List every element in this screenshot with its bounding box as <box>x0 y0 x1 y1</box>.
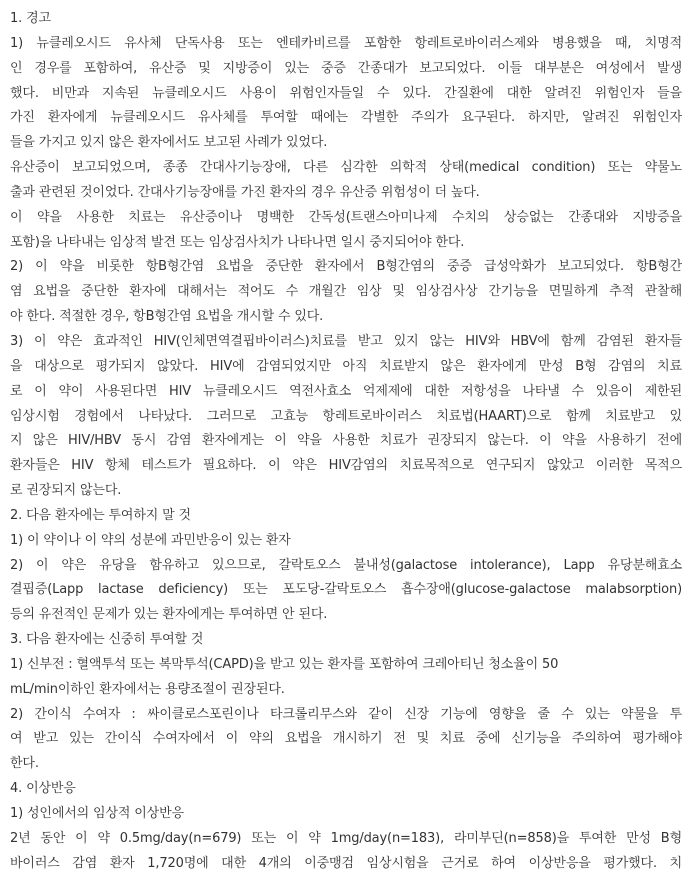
text-line: 지 않은 HIV/HBV 동시 감염 환자에게는 이 약을 사용한 치료가 권장되지 않는다. 이 약을 사용하기 전에 <box>10 433 682 449</box>
text-line: 들을 가지고 있지 않은 환자에서도 보고된 사례가 있었다. <box>10 135 328 151</box>
text-line: 등의 유전적인 문제가 있는 환자에게는 투여하면 안 된다. <box>10 607 328 623</box>
text-line: 결핍증(Lapp lactase deficiency) 또는 포도당-갈락토오스 흡수장애(glucose-galactose malabsorption) <box>10 582 682 598</box>
text-line: 임상시험 경험에서 나타났다. 그러므로 고효능 항레트로바이러스 치료법(HAART)으로 함께 치료받고 있 <box>10 408 682 424</box>
text-line: 여 받고 있는 간이식 수여자에서 이 약의 요법을 개시하기 전 및 치료 중에 신기능을 주의하여 평가해야 <box>10 731 682 747</box>
text-line: 3) 이 약은 효과적인 HIV(인체면역결핍바이러스)치료를 받고 있지 않는 HIV와 HBV에 함께 감염된 환자들 <box>10 333 682 349</box>
text-line: 로 권장되지 않는다. <box>10 483 122 499</box>
text-line: 4. 이상반응 <box>10 781 76 797</box>
text-line: 출과 관련된 것이었다. 간대사기능장애를 가진 환자의 경우 유산증 위험성이 더 높다. <box>10 184 480 200</box>
text-line: 포함)을 나타내는 임상적 발견 또는 임상검사치가 나타나면 일시 중지되어야 한다. <box>10 234 465 250</box>
text-line: 유산증이 보고되었으며, 종종 간대사기능장애, 다른 심각한 의학적 상태(medical condition) 또는 약물노 <box>10 160 682 176</box>
text-line: 1) 신부전 : 혈액투석 또는 복막투석(CAPD)을 받고 있는 환자를 포함하여 크레아티닌 청소율이 50 <box>10 656 559 672</box>
document-body <box>10 7 682 877</box>
text-line: 2. 다음 환자에는 투여하지 말 것 <box>10 507 191 523</box>
text-line: 염 요법을 중단한 환자에 대해서는 적어도 수 개월간 임상 및 임상검사상 간기능을 면밀하게 추적 관찰해 <box>10 284 682 300</box>
text-line: 을 대상으로 평가되지 않았다. HIV에 감염되었지만 아직 치료받지 않은 환자에게 만성 B형 감염의 치료 <box>10 358 682 374</box>
text-line: 가진 환자에게 뉴클레오시드 유사체를 투여할 때에는 각별한 주의가 요구된다. 하지만, 알려진 위험인자 <box>10 110 682 126</box>
text-line: 로 이 약이 사용된다면 HIV 뉴클레오시드 역전사효소 억제제에 대한 저항성을 나타낼 수 있음이 제한된 <box>10 383 682 399</box>
text-line: 1) 성인에서의 임상적 이상반응 <box>10 806 184 821</box>
text-line: 1) 뉴클레오시드 유사체 단독사용 또는 엔테카비르를 포함한 항레트로바이러스제와 병용했을 때, 치명적 <box>10 35 682 51</box>
text-line: 1. 경고 <box>10 11 51 26</box>
text-line: 3. 다음 환자에는 신중히 투여할 것 <box>10 632 204 648</box>
text-line: 이 약을 사용한 치료는 유산증이나 명백한 간독성(트랜스아미나제 수치의 상승없는 간종대와 지방증을 <box>10 209 682 225</box>
text-line: 인 경우를 포함하여, 유산증 및 지방증이 있는 중증 간종대가 보고되었다. 이들 대부분은 여성에서 발생 <box>10 60 682 76</box>
text-line: mL/min이하인 환자에서는 용량조절이 권장된다. <box>10 681 285 697</box>
text-line: 했다. 비만과 지속된 뉴클레오시드 사용이 위험인자들일 수 있다. 간질환에 대한 알려진 위험인자 들을 <box>10 85 682 101</box>
text-line: 야 한다. 적절한 경우, 항B형간염 요법을 개시할 수 있다. <box>10 309 324 325</box>
text-line: 한다. <box>10 756 39 772</box>
text-line: 2) 이 약을 비롯한 항B형간염 요법을 중단한 환자에서 B형간염의 중증 급성악화가 보고되었다. 항B형간 <box>10 259 682 275</box>
text-line: 2) 간이식 수여자 : 싸이클로스포린이나 타크롤리무스와 같이 신장 기능에 영향을 줄 수 있는 약물을 투 <box>10 706 682 722</box>
text-line: 환자들은 HIV 항체 테스트가 필요하다. 이 약은 HIV감염의 치료목적으로 연구되지 않았고 이러한 목적으 <box>10 458 682 474</box>
text-line: 2년 동안 이 약 0.5mg/day(n=679) 또는 이 약 1mg/day(n=183), 라미부딘(n=858)을 투여한 만성 B형 <box>10 830 682 846</box>
text-line: 바이러스 감염 환자 1,720명에 대한 4개의 이중맹검 임상시험을 근거로 하여 이상반응을 평가했다. 치 <box>10 855 682 871</box>
text-line: 2) 이 약은 유당을 함유하고 있으므로, 갈락토오스 불내성(galactose intolerance), Lapp 유당분해효소 <box>10 557 682 573</box>
text-line: 1) 이 약이나 이 약의 성분에 과민반응이 있는 환자 <box>10 532 291 548</box>
